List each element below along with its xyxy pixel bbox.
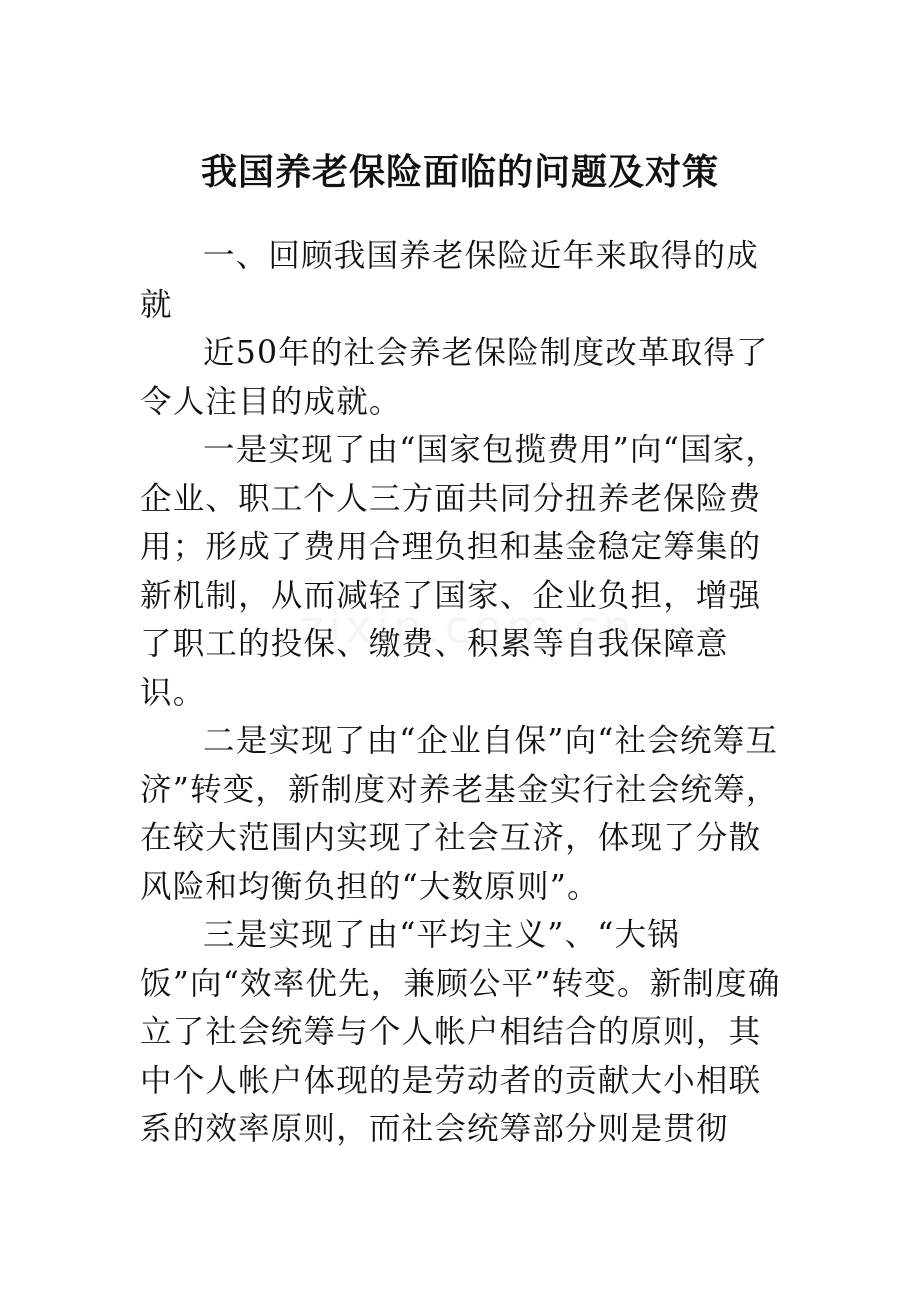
document-title: 我国养老保险面临的问题及对策 [200, 151, 719, 194]
document-body [140, 232, 790, 1154]
paragraph: 近50年的社会养老保险制度改革取得了令人注目的成就。 [140, 335, 769, 420]
paragraph: 二是实现了由“企业自保”向“社会统筹互济”转变，新制度对养老基金实行社会统筹，在较大范围内实现了社会互济，体现了分散风险和均衡负担的“大数原则”。 [140, 723, 779, 905]
paragraph: 三是实现了由“平均主义”、“大锅饭”向“效率优先，兼顾公平”转变。新制度确立了社会统筹与个人帐户相结合的原则，其中个人帐户体现的是劳动者的贡献大小相联系的效率原则，而社会统筹部分则是贯彻 [140, 917, 781, 1147]
paragraph: 一是实现了由“国家包揽费用”向“国家，企业、职工个人三方面共同分扭养老保险费用；形成了费用合理负担和基金稳定筹集的新机制，从而减轻了国家、企业负担，增强了职工的投保、缴费、积累等自我保障意识。 [140, 432, 779, 711]
section-heading: 一、回顾我国养老保险近年来取得的成就 [140, 238, 759, 323]
